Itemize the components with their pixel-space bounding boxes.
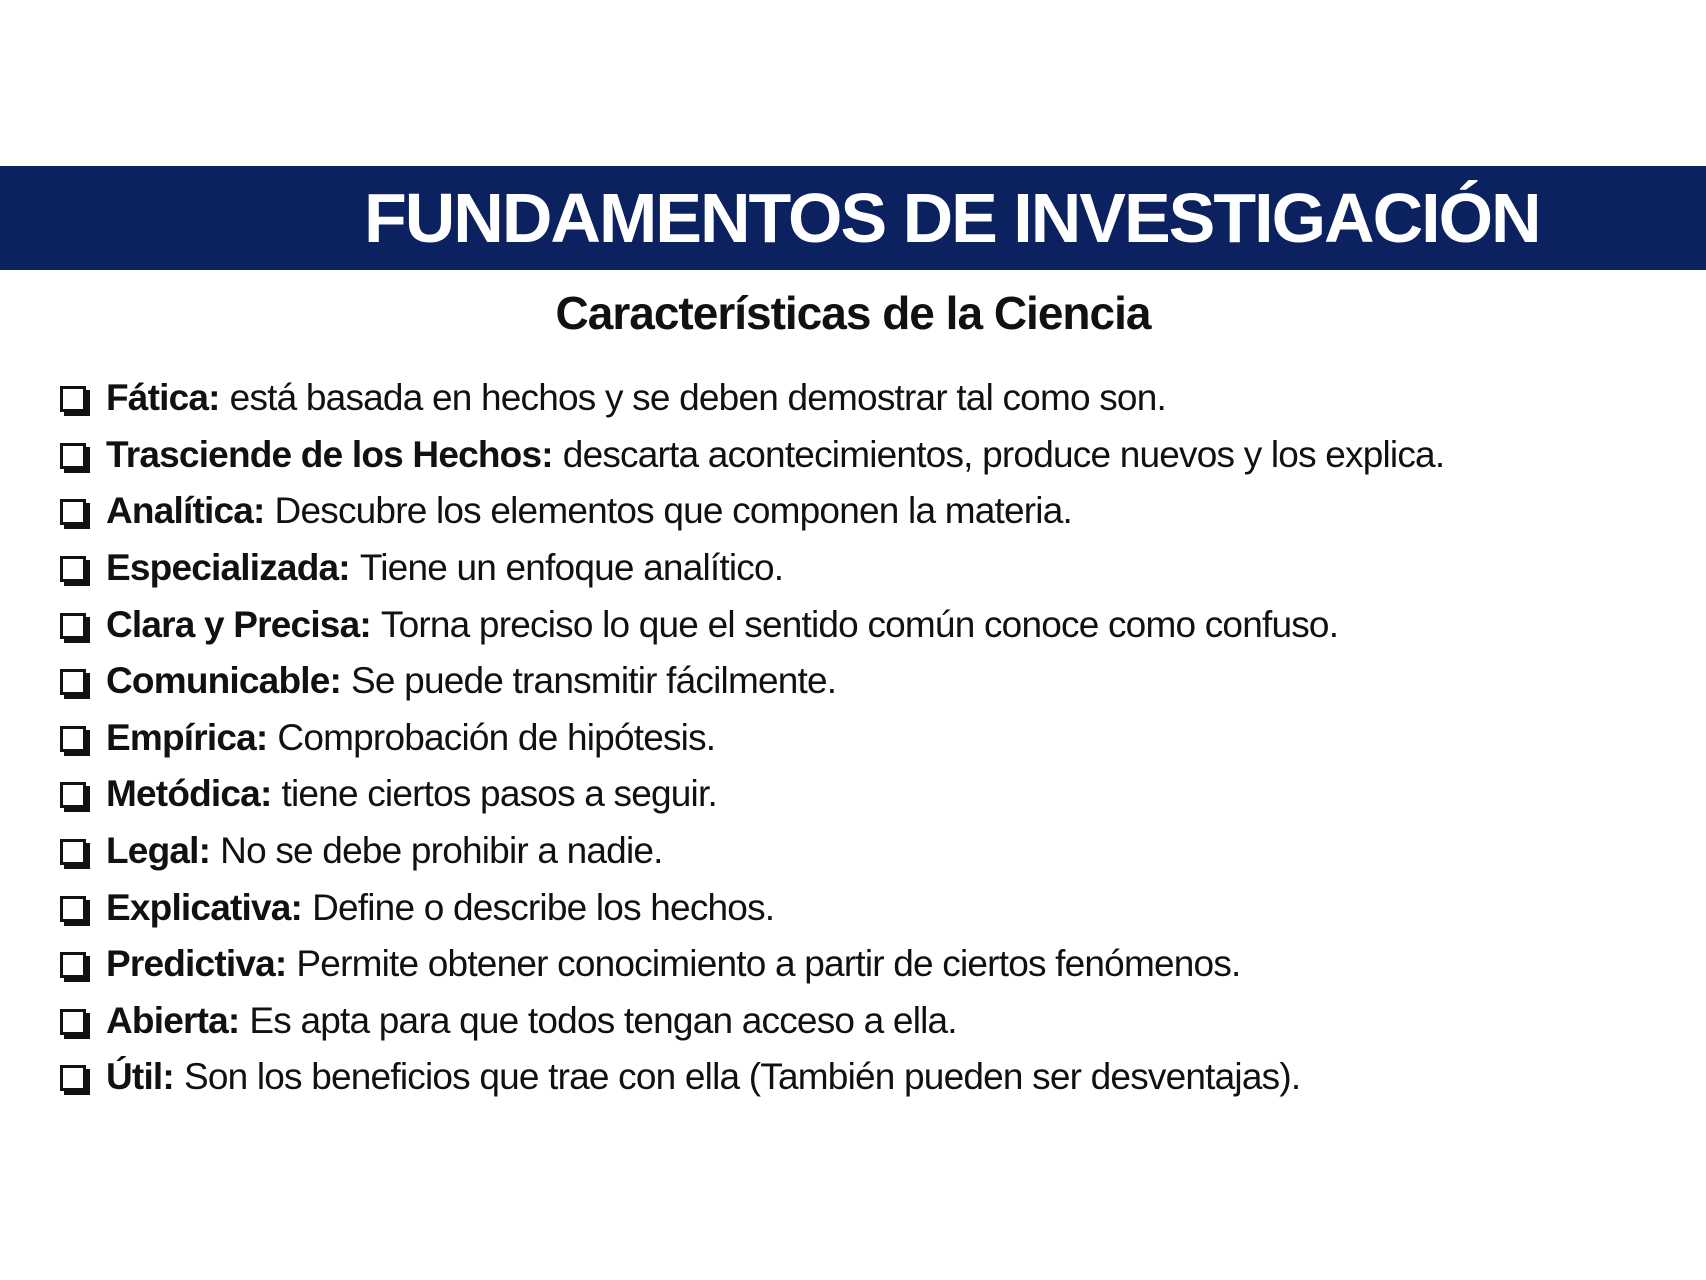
page-title: FUNDAMENTOS DE INVESTIGACIÓN [364,179,1540,257]
list-item-explicativa [60,879,1680,936]
item-description: Permite obtener conocimiento a partir de ciertos fenómenos. [296,943,1241,985]
checkbox-bullet-icon [60,499,86,525]
list-item-abierta [60,993,1680,1050]
section-subtitle: Características de la Ciencia [555,287,1151,339]
item-description: Descubre los elementos que componen la materia. [274,490,1072,532]
item-description: descarta acontecimientos, produce nuevos y los explica. [562,433,1445,475]
checkbox-bullet-icon [60,896,86,922]
item-term: Empírica: [106,716,268,758]
checkbox-bullet-icon [60,669,86,695]
item-description: No se debe prohibir a nadie. [220,830,663,872]
item-description: Define o describe los hechos. [312,886,775,928]
title-band [0,166,1706,270]
list-item-empirica [60,710,1680,767]
item-term: Legal: [106,830,211,872]
item-description: Tiene un enfoque analítico. [359,547,784,589]
characteristics-list [60,370,1680,1106]
item-term: Analítica: [106,490,265,532]
item-term: Explicativa: [106,886,303,928]
list-item-comunicable [60,653,1680,710]
list-item-util [60,1049,1680,1106]
checkbox-bullet-icon [60,839,86,865]
item-term: Trasciende de los Hechos: [106,433,553,475]
item-term: Especializada: [106,547,350,589]
list-item-fatica [60,370,1680,427]
list-item-trasciende [60,427,1680,484]
item-description: Es apta para que todos tengan acceso a ella. [249,999,957,1041]
checkbox-bullet-icon [60,782,86,808]
item-term: Clara y Precisa: [106,603,371,645]
item-term: Predictiva: [106,943,287,985]
checkbox-bullet-icon [60,556,86,582]
item-description: Comprobación de hipótesis. [277,716,716,758]
list-item-clara-precisa [60,596,1680,653]
item-description: Se puede transmitir fácilmente. [351,660,837,702]
checkbox-bullet-icon [60,726,86,752]
list-item-predictiva [60,936,1680,993]
checkbox-bullet-icon [60,613,86,639]
item-term: Abierta: [106,999,240,1041]
checkbox-bullet-icon [60,952,86,978]
item-description: Torna preciso lo que el sentido común conoce como confuso. [380,603,1339,645]
item-term: Útil: [106,1056,174,1098]
checkbox-bullet-icon [60,443,86,469]
list-item-especializada [60,540,1680,597]
checkbox-bullet-icon [60,386,86,412]
list-item-legal [60,823,1680,880]
item-term: Fática: [106,377,220,419]
list-item-analitica [60,483,1680,540]
item-description: tiene ciertos pasos a seguir. [281,773,717,815]
checkbox-bullet-icon [60,1065,86,1091]
item-term: Metódica: [106,773,272,815]
item-term: Comunicable: [106,660,342,702]
list-item-metodica [60,766,1680,823]
item-description: Son los beneficios que trae con ella (También pueden ser desventajas). [183,1056,1301,1098]
item-description: está basada en hechos y se deben demostrar tal como son. [229,377,1166,419]
checkbox-bullet-icon [60,1009,86,1035]
